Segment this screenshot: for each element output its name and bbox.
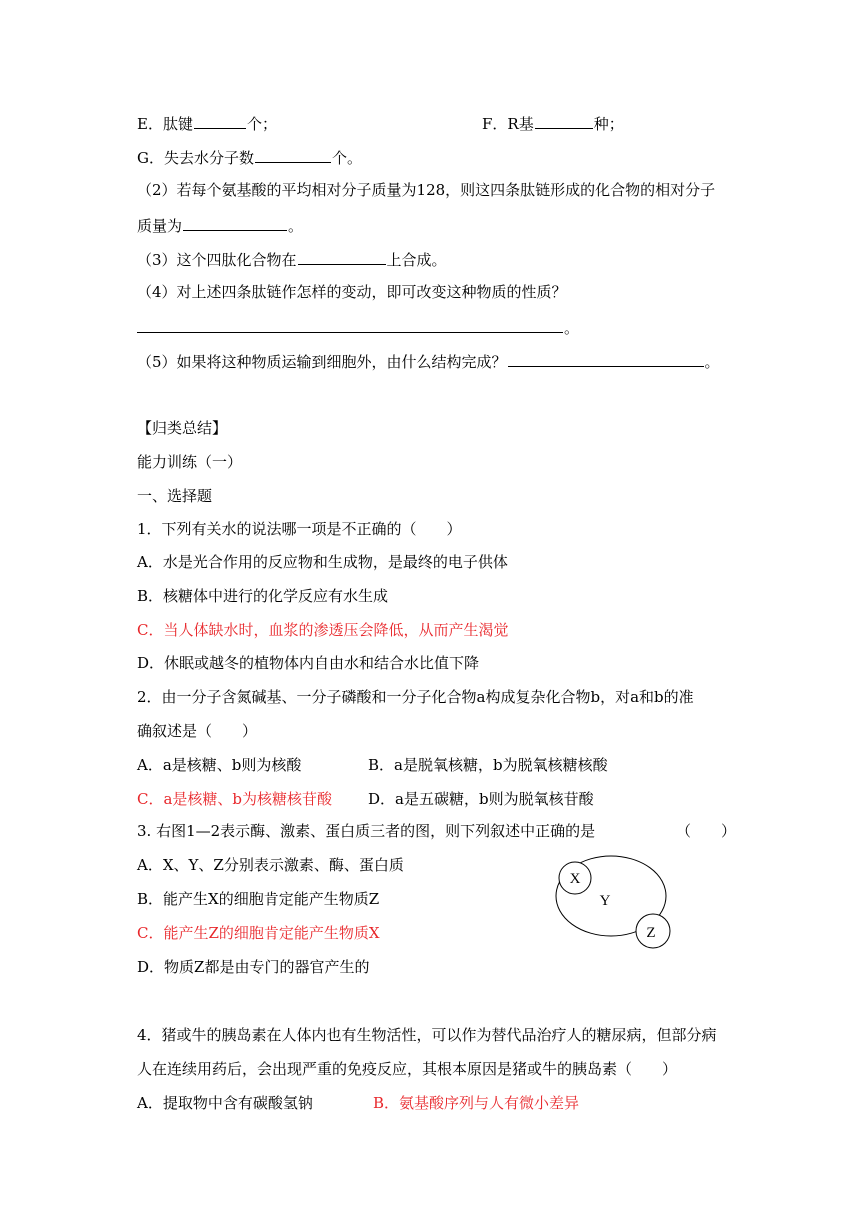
q1-option-c[interactable]: C．当人体缺水时，血浆的渗透压会降低，从而产生渴觉 [137,621,509,639]
q2-option-a[interactable]: A．a是核糖、b则为核酸 [137,756,302,774]
q3-answer-paren: （ ） [676,822,737,840]
part-2-line2 [137,214,303,236]
q3-option-d[interactable]: D．物质Z都是由专门的器官产生的 [137,958,370,976]
q1-option-b[interactable]: B．核糖体中进行的化学反应有水生成 [137,587,389,605]
training-heading: 能力训练（一） [137,453,243,471]
part-2-text: 质量为 [137,217,183,235]
q4-stem-line2: 人在连续用药后，会出现严重的免疫反应，其根本原因是猪或牛的胰岛素（ ） [137,1060,678,1078]
part-4-suffix: 。 [564,319,580,337]
label-z: Z [646,925,656,941]
part-5-suffix: 。 [704,353,720,371]
q2-stem-line1: 2．由一分子含氮碱基、一分子磷酸和一分子化合物a构成复杂化合物b，对a和b的准 [137,688,694,706]
item-f-text: F．R基 [482,115,534,133]
q2-option-b[interactable]: B．a是脱氧核糖，b为脱氧核糖核酸 [368,756,608,774]
summary-heading: 【归类总结】 [137,419,228,437]
blank-f[interactable] [535,112,593,129]
q4-option-a[interactable]: A．提取物中含有碳酸氢钠 [137,1094,313,1112]
q2-option-c[interactable]: C．a是核糖、b为核糖核苷酸 [137,790,333,808]
blank-transport-structure[interactable] [508,350,704,367]
q1-option-d[interactable]: D．休眠或越冬的植物体内自由水和结合水比值下降 [137,654,480,672]
part-5 [137,350,720,372]
item-e-suffix: 个； [246,115,277,133]
label-x: X [569,871,581,887]
q3-stem: 3. 右图1—2表示酶、激素、蛋白质三者的图，则下列叙述中正确的是 [137,822,596,840]
item-g [137,146,362,168]
blank-synthesis-site[interactable] [298,248,386,265]
part-4-answer-line [137,316,579,338]
part-3-suffix: 上合成。 [386,251,447,269]
blank-e[interactable] [194,112,246,129]
part-2-line1: （2）若每个氨基酸的平均相对分子质量为128，则这四条肽链形成的化合物的相对分子 [137,181,716,199]
enzyme-hormone-protein-diagram [552,852,682,952]
q4-stem-line1: 4．猪或牛的胰岛素在人体内也有生物活性，可以作为替代品治疗人的糖尿病，但部分病 [137,1026,717,1044]
item-e [137,112,277,134]
item-e-text: E．肽键 [137,115,193,133]
q3-option-b[interactable]: B．能产生X的细胞肯定能产生物质Z [137,890,380,908]
item-g-suffix: 个。 [331,149,362,167]
part-3 [137,248,447,270]
choice-heading: 一、选择题 [137,487,213,505]
item-g-text: G．失去水分子数 [137,149,254,167]
q2-option-d[interactable]: D．a是五碳糖，b则为脱氧核苷酸 [368,790,594,808]
q3-option-c[interactable]: C．能产生Z的细胞肯定能产生物质X [137,924,380,942]
part-3-text: （3）这个四肽化合物在 [137,251,297,269]
part-2-suffix: 。 [288,217,304,235]
q1-stem: 1．下列有关水的说法哪一项是不正确的（ ） [137,520,462,538]
part-4: （4）对上述四条肽链作怎样的变动，即可改变这种物质的性质？ [137,283,567,301]
item-f [482,112,624,134]
q1-option-a[interactable]: A．水是光合作用的反应物和生成物，是最终的电子供体 [137,553,508,571]
blank-g[interactable] [255,146,331,163]
blank-molecular-mass[interactable] [183,214,287,231]
label-y: Y [599,893,611,909]
q3-option-a[interactable]: A．X、Y、Z分别表示激素、酶、蛋白质 [137,856,404,874]
part-5-text: （5）如果将这种物质运输到细胞外，由什么结构完成？ [137,353,507,371]
q2-stem-line2: 确叙述是（ ） [137,722,258,740]
q4-option-b[interactable]: B．氨基酸序列与人有微小差异 [373,1094,580,1112]
blank-change-method[interactable] [137,316,563,333]
item-f-suffix: 种； [593,115,624,133]
